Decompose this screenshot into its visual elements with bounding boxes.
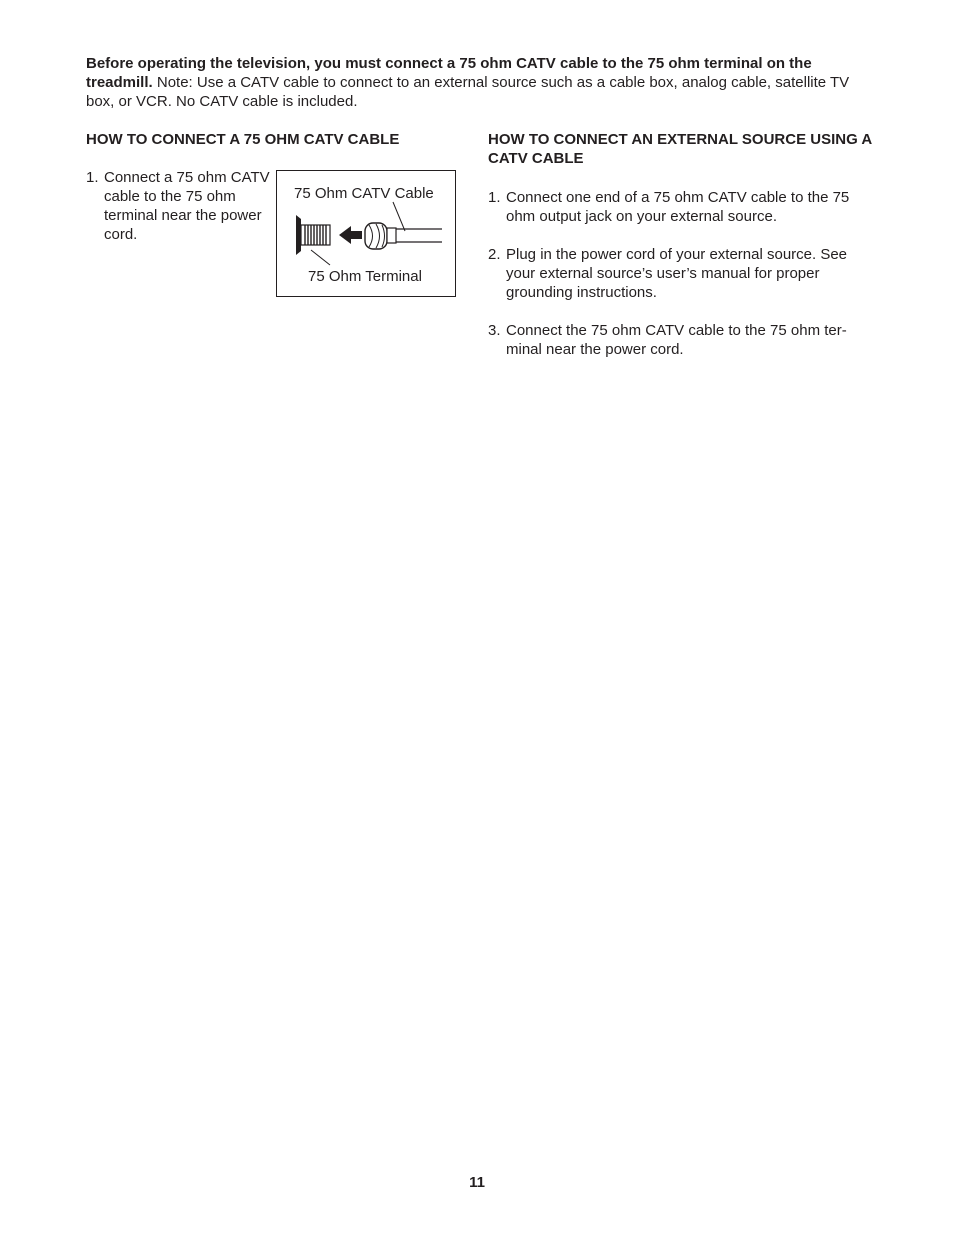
left-step-1-number: 1. [86,168,99,186]
right-step-2 [488,245,878,302]
left-step-1-text: Connect a 75 ohm CATV cable to the 75 ohm terminal near the power cord. [104,168,270,243]
terminal-callout-line [311,250,330,265]
right-step-2-text: Plug in the power cord of your external source. See your external source’s user’s manual for proper grounding instructions. [506,246,848,301]
right-heading: HOW TO CONNECT AN EXTERNAL SOURCE USING A CATV CABLE [488,131,872,167]
page-number: 11 [469,1174,485,1191]
intro-note: Note: Use a CATV cable to connect to an external source such as a cable box, analog cable, satellite TV box, or VCR. No CATV cable is included. [86,74,850,110]
cable-label: 75 Ohm CATV Cable [294,185,434,202]
right-step-1-text: Connect one end of a 75 ohm CATV cable to the 75 ohm output jack on your external source. [506,189,850,225]
cable-callout-line [393,202,405,231]
insert-arrow [339,226,362,244]
catv-connection-figure [276,170,456,297]
right-step-1-number: 1. [488,189,501,206]
connector-body [387,228,396,243]
terminal-plate [296,215,301,255]
right-step-3-number: 3. [488,322,501,339]
intro-paragraph [86,54,866,111]
right-step-1 [488,188,878,226]
right-step-2-number: 2. [488,246,501,263]
right-step-3-text: Connect the 75 ohm CATV cable to the 75 ohm ter-minal near the power cord. [506,322,847,358]
terminal-label: 75 Ohm Terminal [308,268,422,285]
right-column [488,131,878,359]
right-step-3 [488,321,878,359]
connector-nut [365,223,387,249]
intro-warning: Before operating the television, you must connect a 75 ohm CATV cable to the 75 ohm terminal on the treadmill. [86,55,812,91]
left-heading: HOW TO CONNECT A 75 OHM CATV CABLE [86,131,400,148]
left-step-1 [86,168,274,244]
